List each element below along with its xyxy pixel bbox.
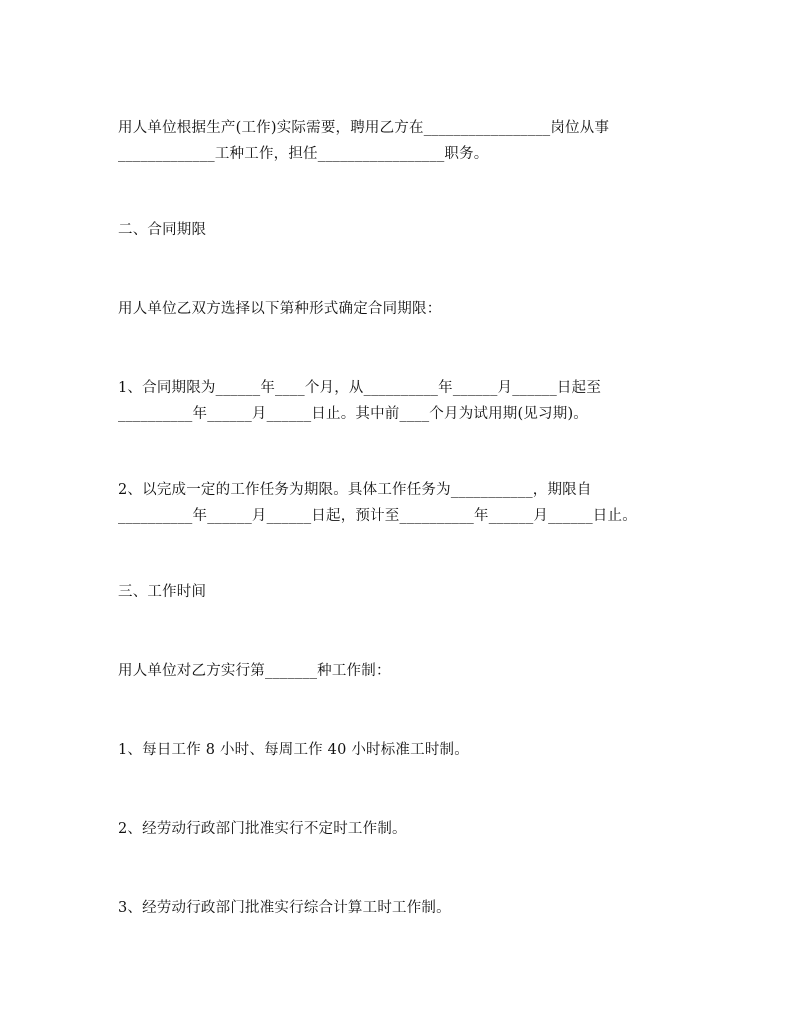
- item-term-1-line-2: __________年______月______日止。其中前____个月为试用期(见习期)。: [118, 406, 589, 422]
- para-hours-intro: 用人单位对乙方实行第_______种工作制：: [118, 663, 391, 679]
- item-hours-2: 2、经劳动行政部门批准实行不定时工作制。: [118, 821, 407, 837]
- heading-working-hours: 三、工作时间: [118, 584, 207, 600]
- para-post-line-1: 用人单位根据生产(工作)实际需要，聘用乙方在_________________岗位从事: [118, 120, 610, 136]
- item-hours-3: 3、经劳动行政部门批准实行综合计算工时工作制。: [118, 900, 451, 916]
- para-post-line-2: _____________工种工作，担任_________________职务。: [118, 146, 489, 162]
- item-term-2-line-1: 2、以完成一定的工作任务为期限。具体工作任务为___________，期限自: [118, 482, 592, 498]
- item-term-2-line-2: __________年______月______日起，预计至__________年______月______日止。: [118, 508, 637, 524]
- item-hours-1: 1、每日工作 8 小时、每周工作 40 小时标准工时制。: [118, 742, 469, 758]
- item-term-1-line-1: 1、合同期限为______年____个月，从__________年______月______日起至: [118, 380, 602, 396]
- para-term-intro: 用人单位乙双方选择以下第种形式确定合同期限：: [118, 301, 442, 317]
- heading-contract-term: 二、合同期限: [118, 222, 207, 238]
